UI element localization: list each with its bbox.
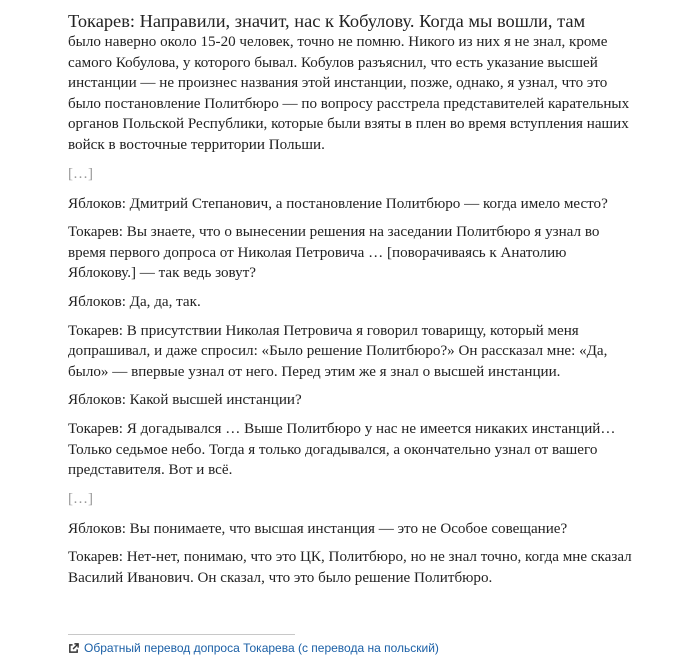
paragraph-text: было наверно около 15-20 человек, точно не помню. Никого из них я не знал, кроме самого Кобулова, у которого бывал. Кобулов разъяснил, что есть указание высшей инстанции — не произнес названия этой инстанции, позже, однако, я узнал, что это было постановление Политбюро — по вопросу расстрела представителей карательных органов Польской Республики, которые были взяты в плен во время вступления наших войск в восточные территории Польши. <box>68 34 630 153</box>
omission-marker: […] <box>68 165 93 182</box>
omission-marker: […] <box>68 490 93 507</box>
paragraph-tokarev-5: Токарев: Нет-нет, понимаю, что это ЦК, Политбюро, но не знал точно, когда мне сказал Василий Иванович. Он сказал, что это было решение Политбюро. <box>68 549 632 586</box>
paragraph-yablokov-1: Яблоков: Дмитрий Степанович, а постановление Политбюро — когда имело место? <box>68 195 608 212</box>
article-body <box>68 10 638 596</box>
back-translation-link[interactable] <box>68 641 668 655</box>
paragraph-tokarev-1 <box>68 10 638 156</box>
paragraph-yablokov-4: Яблоков: Вы понимаете, что высшая инстанция — это не Особое совещание? <box>68 520 568 537</box>
paragraph-yablokov-3: Яблоков: Какой высшей инстанции? <box>68 392 302 409</box>
footer-divider <box>68 634 295 635</box>
paragraph-tokarev-3: Токарев: В присутствии Николая Петровича я говорил товарищу, который меня допрашивал, и даже спросил: «Было решение Политбюро?» Он рассказал мне: «Да, было» — впервые узнал от него. Перед этим же я знал о высшей инстанции. <box>68 322 608 380</box>
paragraph-tokarev-2: Токарев: Вы знаете, что о вынесении решения на заседании Политбюро я узнал во время первого допроса от Николая Петровича … [поворачиваясь к Анатолию Яблокову.] — так ведь зовут? <box>68 224 600 282</box>
paragraph-yablokov-2: Яблоков: Да, да, так. <box>68 293 201 310</box>
paragraph-tokarev-4: Токарев: Я догадывался … Выше Политбюро у нас не имеется никаких инстанций… Только седьмое небо. Тогда я только догадывался, а окончательно узнал от вашего представителя. Вот и всё. <box>68 420 616 479</box>
paragraph-lead-line: Токарев: Направили, значит, нас к Кобулову. Когда мы вошли, там <box>68 11 586 31</box>
back-translation-link-label: Обратный перевод допроса Токарева (с перевода на польский) <box>84 641 439 655</box>
external-link-icon <box>68 643 79 654</box>
footer <box>68 634 668 655</box>
